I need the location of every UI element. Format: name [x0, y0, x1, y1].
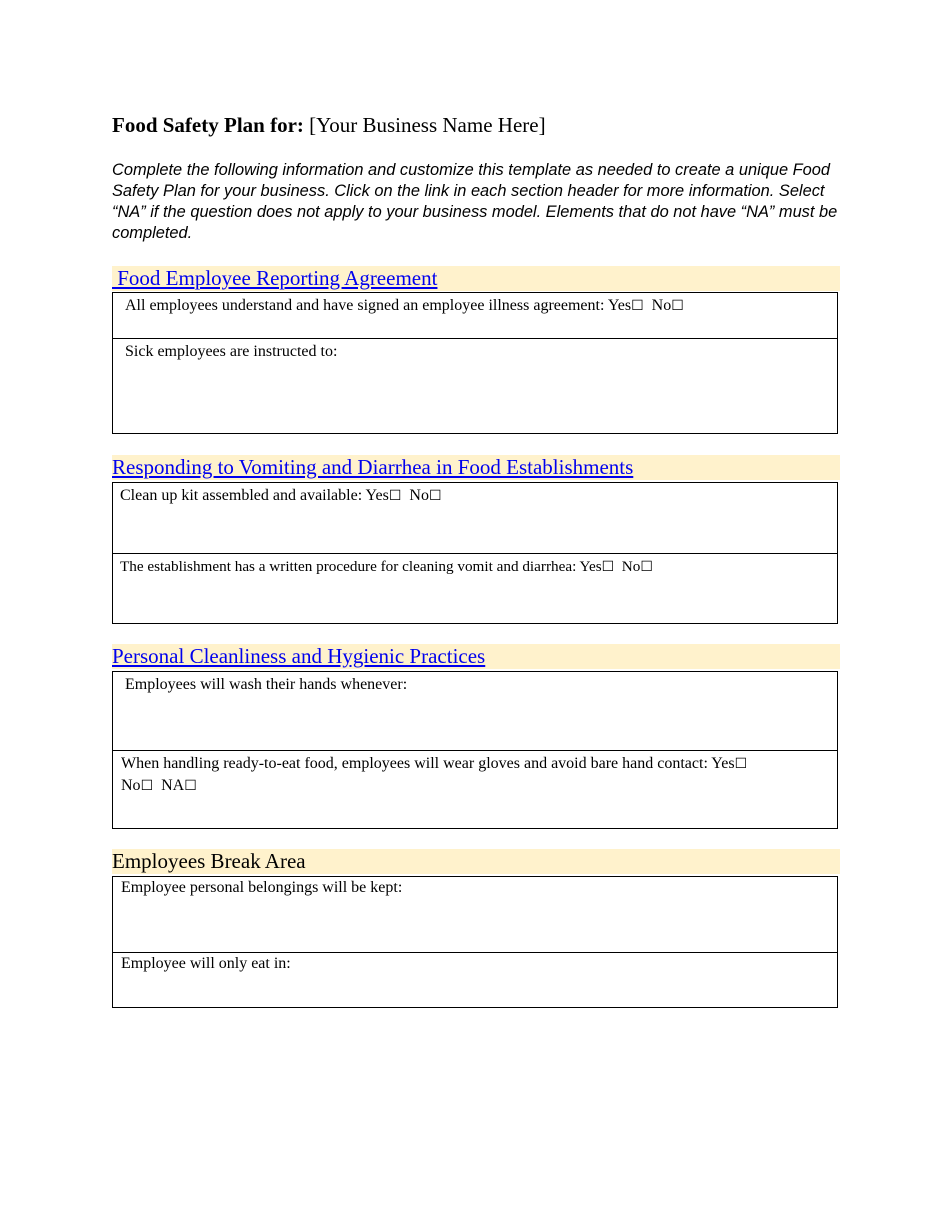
business-name-field[interactable]: [Your Business Name Here] [309, 113, 546, 137]
gloves-na-label: NA [153, 777, 185, 794]
personal-belongings-label: Employee personal belongings will be kept: [121, 879, 403, 896]
hand-washing-label: Employees will wash their hands whenever: [125, 676, 408, 693]
food-employee-reporting-link[interactable]: Food Employee Reporting Agreement [112, 266, 438, 290]
break-area-title: Employees Break Area [112, 849, 306, 873]
gloves-row [113, 750, 837, 828]
section-header-personal-cleanliness [112, 644, 840, 669]
gloves-yes-checkbox[interactable]: ☐ [734, 756, 748, 772]
eating-area-row[interactable] [113, 952, 837, 1007]
illness-agreement-yes-checkbox[interactable]: ☐ [631, 298, 644, 314]
gloves-na-checkbox[interactable]: ☐ [184, 778, 197, 794]
break-area-table [112, 876, 838, 1008]
section-header-break-area [112, 849, 840, 874]
illness-agreement-no-checkbox[interactable]: ☐ [671, 298, 684, 314]
cleanup-kit-row [113, 483, 837, 553]
hand-washing-row[interactable] [113, 672, 837, 750]
cleanup-kit-no-checkbox[interactable]: ☐ [428, 488, 442, 504]
title-label: Food Safety Plan for: [112, 113, 304, 137]
illness-agreement-row [113, 293, 837, 338]
section-header-food-employee-reporting [112, 266, 840, 291]
written-procedure-question: The establishment has a written procedure for cleaning vomit and diarrhea: Yes [120, 558, 602, 575]
personal-cleanliness-link[interactable]: Personal Cleanliness and Hygienic Practices [112, 644, 486, 668]
written-procedure-yes-checkbox[interactable]: ☐ [601, 559, 615, 575]
vomiting-diarrhea-link[interactable]: Responding to Vomiting and Diarrhea in Food Establishments [112, 455, 634, 479]
eating-area-label: Employee will only eat in: [121, 955, 291, 972]
written-procedure-no-label: No [614, 558, 641, 575]
cleanup-kit-yes-checkbox[interactable]: ☐ [388, 488, 402, 504]
cleanup-kit-question: Clean up kit assembled and available: Yes [120, 487, 389, 504]
page-title [112, 112, 546, 138]
personal-cleanliness-table [112, 671, 838, 829]
cleanup-kit-no-label: No [401, 487, 429, 504]
illness-agreement-no-label: No [643, 297, 672, 314]
personal-belongings-row[interactable] [113, 877, 837, 952]
intro-instructions: Complete the following information and customize this template as needed to create a unique Food Safety Plan for your business. Click on the link in each section header for more information. Select “NA” if the question does not apply to your business model. Elements that do not have “NA” must be completed. [112, 161, 838, 242]
sick-employees-label: Sick employees are instructed to: [125, 343, 338, 360]
vomiting-diarrhea-table [112, 482, 838, 624]
section-header-vomiting-diarrhea [112, 455, 840, 480]
gloves-no-label: No [121, 777, 141, 794]
sick-employees-row[interactable] [113, 338, 837, 433]
written-procedure-no-checkbox[interactable]: ☐ [640, 559, 653, 575]
gloves-question: When handling ready-to-eat food, employees will wear gloves and avoid bare hand contact: Yes [121, 755, 735, 772]
illness-agreement-question: All employees understand and have signed an employee illness agreement: Yes [125, 297, 632, 314]
food-employee-reporting-table [112, 292, 838, 434]
gloves-no-checkbox[interactable]: ☐ [140, 778, 154, 794]
written-procedure-row [113, 553, 837, 623]
